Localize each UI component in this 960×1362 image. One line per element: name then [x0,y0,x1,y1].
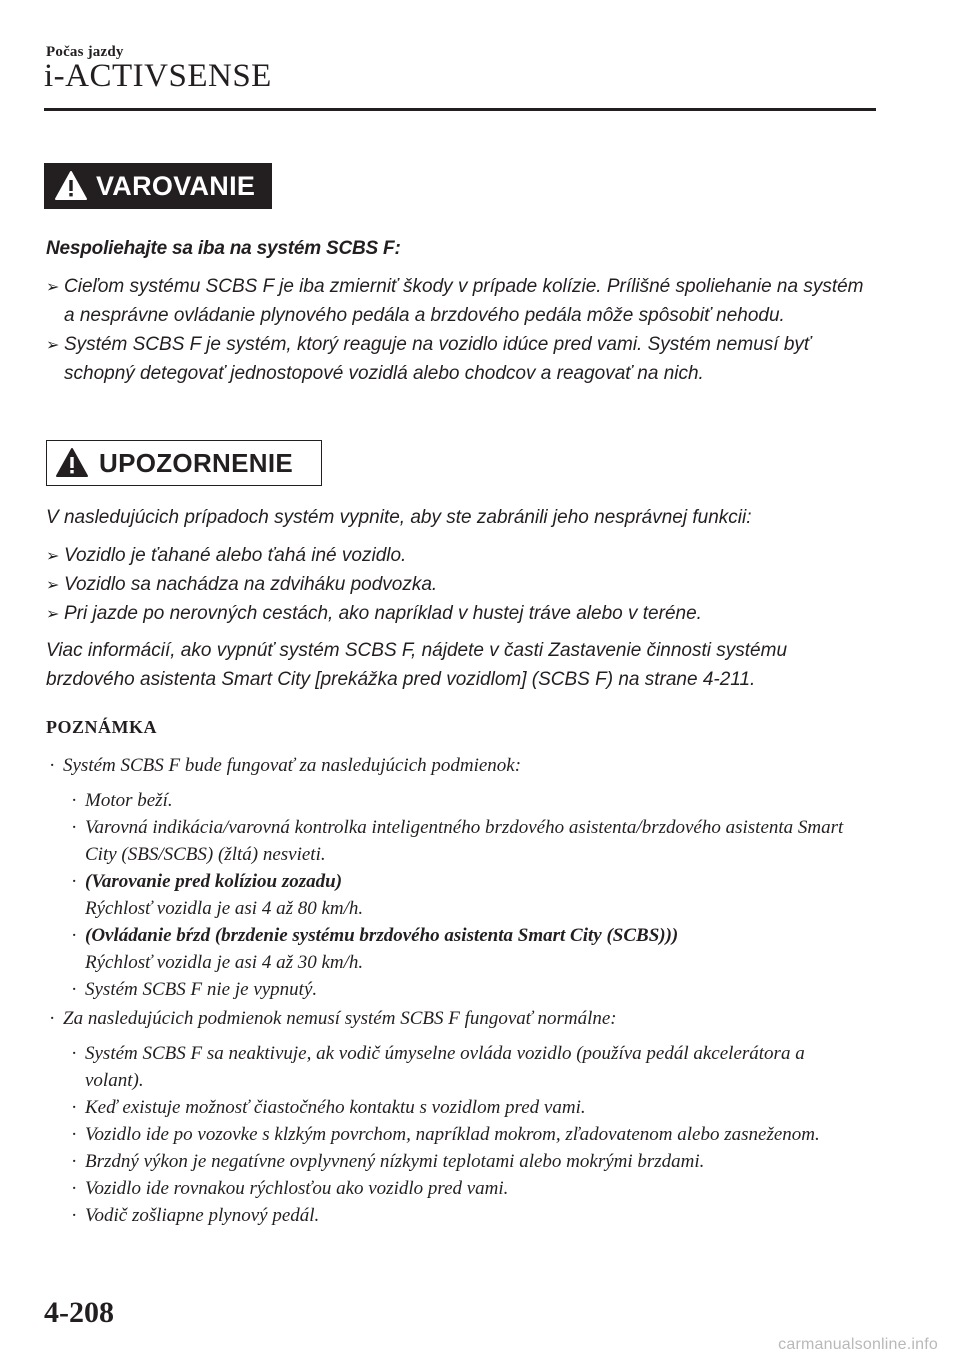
bullet-dot: · [71,1097,78,1118]
note-sub-text: Vozidlo ide rovnakou rýchlosťou ako vozidlo pred vami. [85,1178,509,1199]
caution-item [46,570,876,599]
warning-triangle-icon [54,170,88,202]
arrow-bullet-icon: ➢ [46,575,60,594]
note-sub-list [68,1040,846,1229]
bullet-dot: · [71,1205,78,1226]
note-group [46,752,846,779]
warning-item [46,330,876,388]
note-sub-text: Systém SCBS F sa neaktivuje, ak vodič úmyselne ovláda vozidlo (používa pedál akcelerátora a volant). [85,1043,805,1091]
note-sub-item [68,1148,846,1175]
arrow-bullet-icon: ➢ [46,277,60,296]
bullet-dot: · [71,1178,78,1199]
caution-item-text: Pri jazde po nerovných cestách, ako napríklad v hustej tráve alebo v teréne. [64,603,702,624]
bullet-dot: · [71,871,78,892]
bullet-dot: · [49,1008,56,1029]
warning-label: VAROVANIE [96,170,256,201]
arrow-bullet-icon: ➢ [46,604,60,623]
note-sub-text: Keď existuje možnosť čiastočného kontaktu s vozidlom pred vami. [85,1097,586,1118]
note-sub-content [85,790,173,811]
note-sub-list [68,787,846,1003]
note-group [46,1005,846,1032]
warning-item-text: Cieľom systému SCBS F je iba zmierniť škody v prípade kolízie. Prílišné spoliehanie na systém a nesprávne ovládanie plynového pedála a brzdového pedála môže spôsobiť nehodu. [64,276,864,326]
caution-label: UPOZORNENIE [99,447,293,478]
note-sub-item [68,814,846,868]
bullet-dot: · [71,1151,78,1172]
note-sub-content [85,817,843,865]
note-sub-text: Motor beží. [85,790,173,811]
watermark: carmanualsonline.info [778,1336,938,1353]
note-sub-item [68,787,846,814]
note-sub-item [68,1202,846,1229]
note-group-text: Za nasledujúcich podmienok nemusí systém SCBS F fungovať normálne: [63,1008,617,1029]
caution-item [46,599,876,628]
note-sub-content [85,1178,508,1199]
caution-section [46,503,876,694]
header-divider [44,108,876,111]
note-sub-item [68,922,846,976]
note-sub-text: Systém SCBS F nie je vypnutý. [85,979,318,1000]
bullet-dot: · [71,1043,78,1064]
note-sub-item [68,1040,846,1094]
arrow-bullet-icon: ➢ [46,546,60,565]
caution-item-text: Vozidlo sa nachádza na zdviháku podvozka. [64,574,438,595]
bullet-dot: · [71,979,78,1000]
note-heading: POZNÁMKA [46,717,157,737]
note-sub-item [68,1175,846,1202]
note-sub-content [85,1097,586,1118]
note-sub-item [68,1094,846,1121]
note-sub-heading: (Ovládanie bŕzd (brzdenie systému brzdového asistenta Smart City (SCBS))) [85,925,679,946]
note-sub-content [85,1151,704,1172]
caution-triangle-icon [55,447,89,479]
bullet-dot: · [71,1124,78,1145]
note-sub-content [85,1124,820,1145]
arrow-bullet-icon: ➢ [46,335,60,354]
bullet-dot: · [71,790,78,811]
note-sub-text: Rýchlosť vozidla je asi 4 až 80 km/h. [85,898,364,919]
note-sub-text: Rýchlosť vozidla je asi 4 až 30 km/h. [85,952,364,973]
note-sub-content [85,979,317,1000]
caution-list [46,541,876,628]
warning-lead: Nespoliehajte sa iba na systém SCBS F: [46,238,401,259]
caution-item [46,541,876,570]
caution-info: Viac informácií, ako vypnúť systém SCBS F, nájdete v časti Zastavenie činnosti systému brzdového asistenta Smart City [prekážka pred vozidlom] (SCBS F) na strane 4-211. [46,640,788,690]
note-sub-text: Vodič zošliapne plynový pedál. [85,1205,320,1226]
note-sub-content [85,1043,805,1091]
warning-section [46,234,876,388]
bullet-dot: · [71,925,78,946]
note-sub-text: Varovná indikácia/varovná kontrolka inteligentného brzdového asistenta/brzdového asistenta Smart City (SBS/SCBS) (žltá) nesvieti. [85,817,844,865]
note-sub-item [68,976,846,1003]
note-sub-heading: (Varovanie pred kolíziou zozadu) [85,871,343,892]
note-sub-content [85,871,363,919]
section-label: Počas jazdy [46,44,124,60]
caution-badge [46,440,322,486]
note-sub-item [68,1121,846,1148]
bullet-dot: · [49,755,56,776]
warning-badge [44,163,272,209]
bullet-dot: · [71,817,78,838]
caution-lead: V nasledujúcich prípadoch systém vypnite, aby ste zabránili jeho nesprávnej funkcii: [46,507,752,528]
note-sub-item [68,868,846,922]
warning-item [46,272,876,330]
note-section [46,752,846,1231]
note-sub-content [85,925,678,973]
note-sub-text: Brzdný výkon je negatívne ovplyvnený nízkymi teplotami alebo mokrými brzdami. [85,1151,705,1172]
warning-list [46,272,876,388]
caution-item-text: Vozidlo je ťahané alebo ťahá iné vozidlo. [64,545,407,566]
page-number: 4-208 [44,1296,114,1329]
note-group-text: Systém SCBS F bude fungovať za nasledujúcich podmienok: [63,755,522,776]
note-sub-content [85,1205,319,1226]
warning-item-text: Systém SCBS F je systém, ktorý reaguje na vozidlo idúce pred vami. Systém nemusí byť schopný detegovať jednostopové vozidlá alebo chodcov a reagovať na nich. [64,334,811,384]
note-sub-text: Vozidlo ide po vozovke s klzkým povrchom, napríklad mokrom, zľadovatenom alebo zasneženom. [85,1124,820,1145]
page-title: i-ACTIVSENSE [44,58,272,94]
